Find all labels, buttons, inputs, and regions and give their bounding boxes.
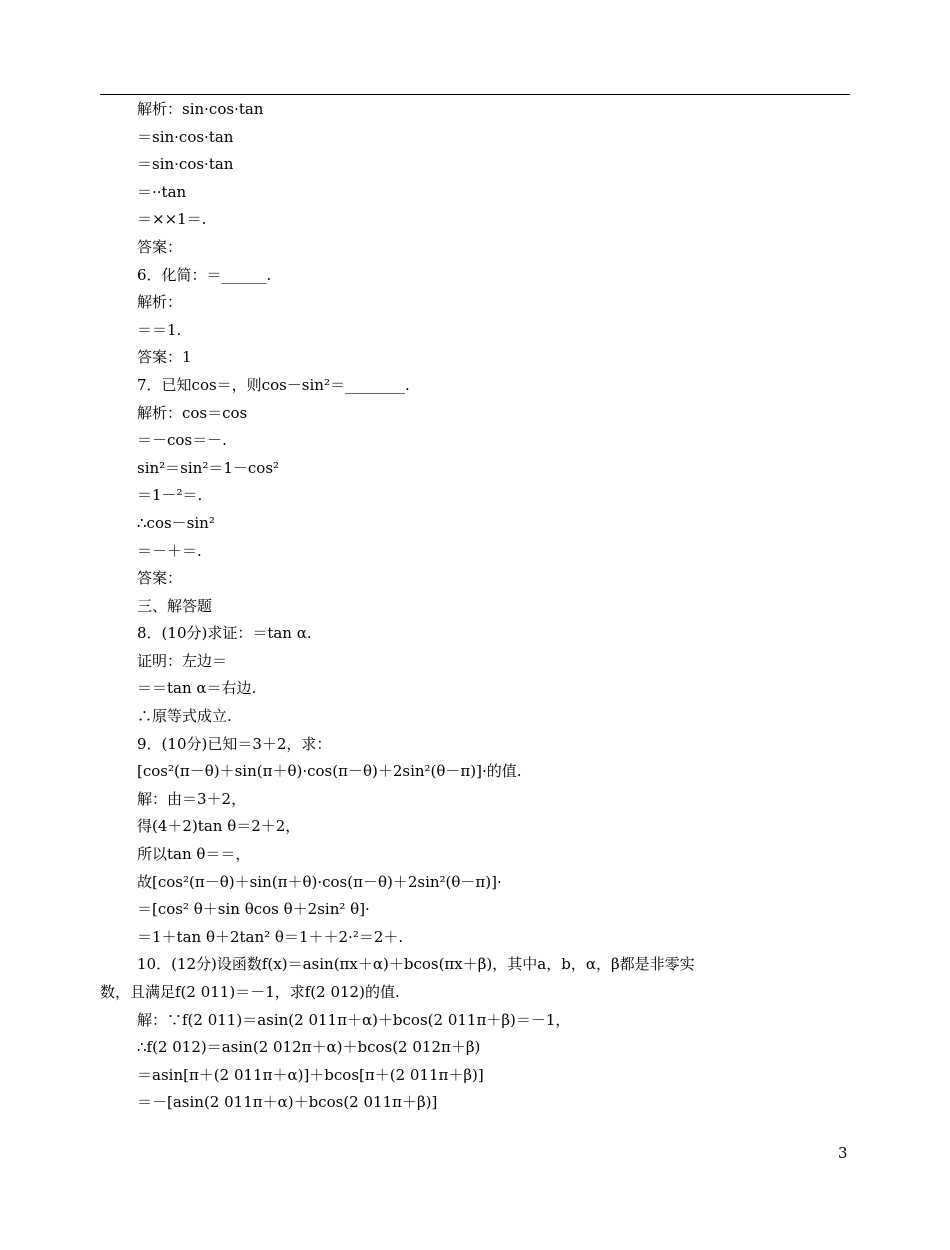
page-number: 3: [838, 1144, 848, 1162]
text-line: ＝－[asin(2 011π＋α)＋bcos(2 011π＋β)]: [137, 1093, 438, 1112]
text-line: ＝－cos＝－.: [137, 431, 227, 450]
text-line: [cos²(π－θ)＋sin(π＋θ)·cos(π－θ)＋2sin²(θ－π)]·的值.: [137, 762, 522, 781]
text-line: ＝＝1.: [137, 320, 182, 339]
text-line: ＝1＋tan θ＋2tan² θ＝1＋＋2·²＝2＋.: [137, 927, 404, 946]
text-line: ＝1－²＝.: [137, 486, 203, 505]
text-line: ＝sin·cos·tan: [137, 155, 234, 174]
header-rule: [100, 94, 850, 95]
text-line: 6．化简：＝______.: [137, 265, 272, 284]
document-body: [100, 96, 850, 1117]
text-line: ＝××1＝.: [137, 210, 207, 229]
text-line: ＝[cos² θ＋sin θcos θ＋2sin² θ]·: [137, 900, 370, 919]
text-line: 9．(10分)已知＝3＋2，求：: [137, 734, 332, 753]
text-line: ＝asin[π＋(2 011π＋α)]＋bcos[π＋(2 011π＋β)]: [137, 1065, 484, 1084]
text-line: 所以tan θ＝＝，: [137, 845, 251, 864]
text-line: sin²＝sin²＝1－cos²: [137, 458, 280, 477]
text-line: 解：∵f(2 011)＝asin(2 011π＋α)＋bcos(2 011π＋β)＝－1，: [137, 1010, 571, 1029]
text-line: 证明：左边＝: [137, 651, 228, 670]
text-line: 答案：1: [137, 348, 192, 367]
text-line: 解析：cos＝cos: [137, 403, 248, 422]
text-line: ＝－＋＝.: [137, 541, 202, 560]
text-line: ＝＝tan α＝右边.: [137, 679, 257, 698]
text-line: 解析：: [137, 293, 183, 312]
text-line: 答案：: [137, 237, 183, 256]
text-line: ∴cos－sin²: [137, 513, 215, 532]
text-line: 数，且满足f(2 011)＝－1，求f(2 012)的值.: [100, 983, 400, 1001]
text-line: 10．(12分)设函数f(x)＝asin(πx＋α)＋bcos(πx＋β)，其中a，b，α，β都是非零实: [137, 955, 695, 974]
text-line: 7．已知cos＝，则cos－sin²＝________.: [137, 375, 410, 394]
text-line: 解析：sin·cos·tan: [137, 100, 264, 118]
text-line: 答案：: [137, 569, 183, 588]
text-line: 解：由＝3＋2，: [137, 789, 247, 808]
text-line: 8．(10分)求证：＝tan α.: [137, 624, 312, 643]
text-line: ∴原等式成立.: [137, 707, 232, 726]
text-line: 三、解答题: [137, 596, 213, 615]
text-line: ＝··tan: [137, 182, 187, 201]
text-line: 故[cos²(π－θ)＋sin(π＋θ)·cos(π－θ)＋2sin²(θ－π)]·: [137, 872, 502, 891]
text-line: 得(4＋2)tan θ＝2＋2，: [137, 817, 301, 836]
text-line: ∴f(2 012)＝asin(2 012π＋α)＋bcos(2 012π＋β): [137, 1038, 481, 1057]
text-line: ＝sin·cos·tan: [137, 127, 234, 146]
